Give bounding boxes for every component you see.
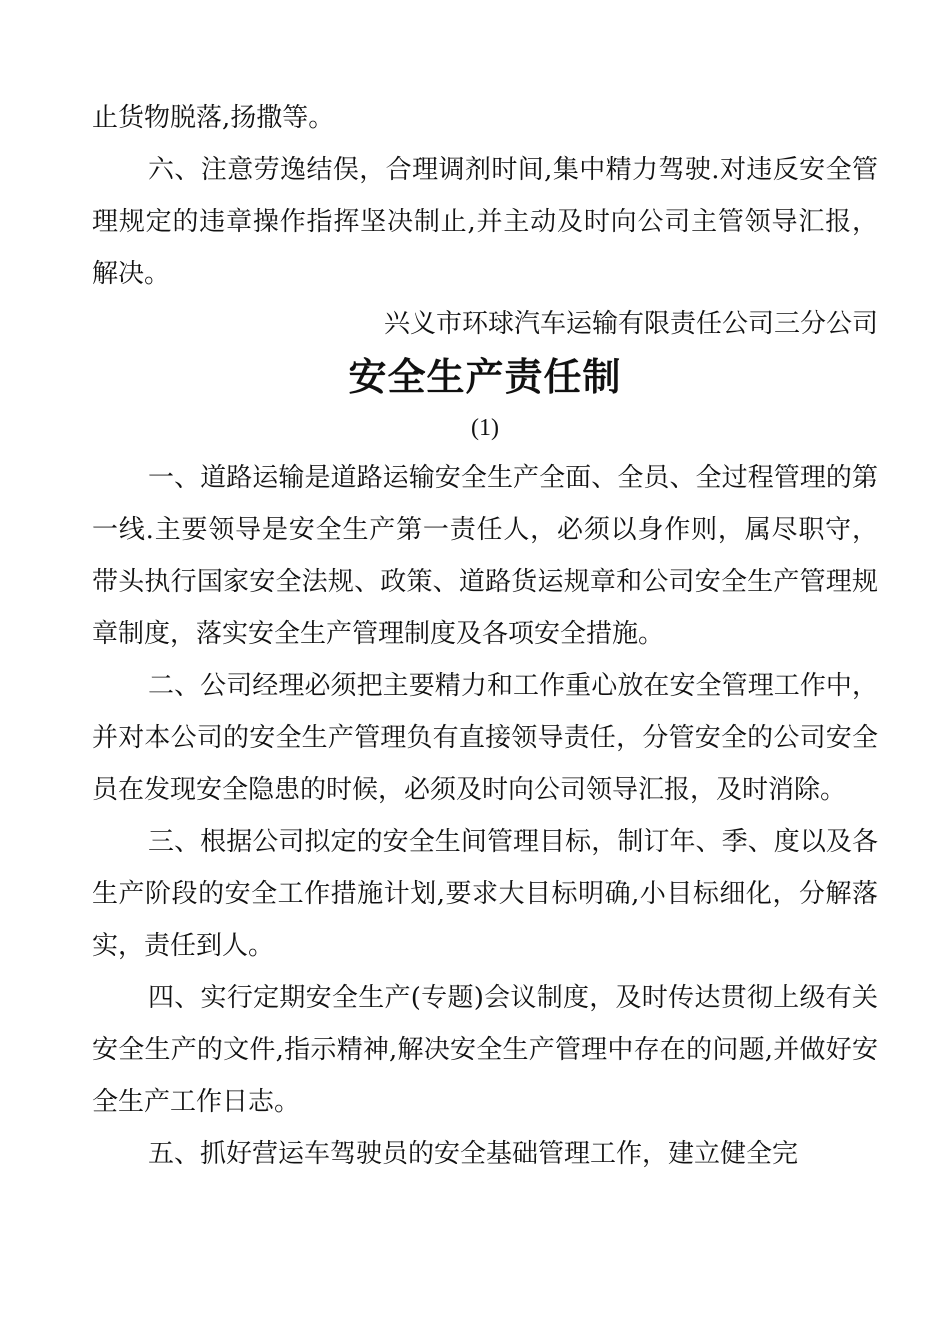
section-number: (1) xyxy=(471,415,499,441)
clause-paragraph-2: 二、公司经理必须把主要精力和工作重心放在安全管理工作中，并对本公司的安全生产管理负有直接领导责任，分管安全的公司安全员在发现安全隐患的时候，必须及时向公司领导汇报，及时消除。 xyxy=(92,671,878,805)
continued-paragraph: 止货物脱落,扬撒等。 xyxy=(92,103,335,133)
clause-paragraph-3: 三、根据公司拟定的安全生间管理目标，制订年、季、度以及各生产阶段的安全工作措施计划,要求大目标明确,小目标细化，分解落实，责任到人。 xyxy=(92,827,878,961)
clause-paragraph-4: 四、实行定期安全生产(专题)会议制度，及时传达贯彻上级有关安全生产的文件,指示精神,解决安全生产管理中存在的问题,并做好安全生产工作日志。 xyxy=(92,983,878,1117)
clause-paragraph-1: 一、道路运输是道路运输安全生产全面、全员、全过程管理的第一线.主要领导是安全生产第一责任人，必须以身作则，属尽职守，带头执行国家安全法规、政策、道路货运规章和公司安全生产管理规章制度，落实安全生产管理制度及各项安全措施。 xyxy=(92,463,878,649)
clause-six-paragraph: 六、注意劳逸结俣，合理调剂时间,集中精力驾驶.对违反安全管理规定的违章操作指挥坚决制止,并主动及时向公司主管领导汇报，解决。 xyxy=(92,155,878,289)
clause-paragraph-5: 五、抓好营运车驾驶员的安全基础管理工作，建立健全完 xyxy=(148,1139,799,1169)
document-page xyxy=(92,92,878,1180)
document-title: 安全生产责任制 xyxy=(348,355,622,399)
company-name: 兴义市环球汽车运输有限责任公司三分公司 xyxy=(383,309,878,339)
